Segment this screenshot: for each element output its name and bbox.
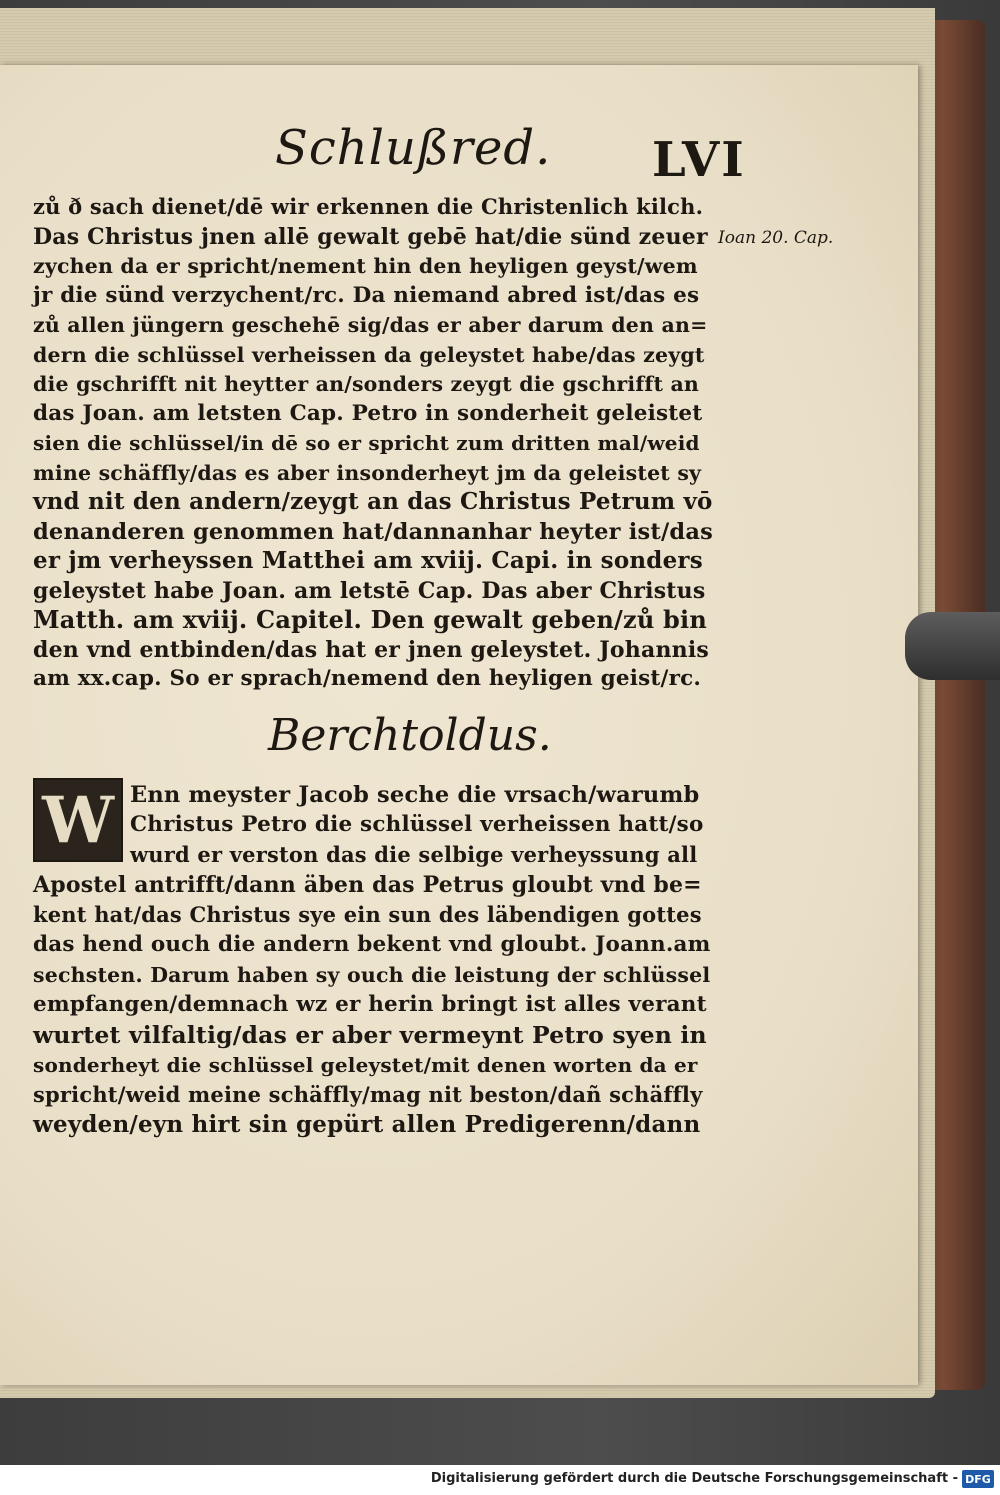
text-line: zů allen jüngern geschehē sig/das er aber darum den an=: [33, 313, 708, 337]
text-line: Christus Petro die schlüssel verheissen hatt/so: [130, 812, 704, 837]
initial-letter: W: [42, 782, 114, 858]
text-line: zů ð sach dienet/dē wir erkennen die Christenlich kilch.: [33, 194, 704, 219]
text-line: dern die schlüssel verheissen da geleystet habe/das zeygt: [33, 342, 705, 367]
text-line: am xx.cap. So er sprach/nemend den heyligen geist/rc.: [33, 666, 702, 691]
text-line: den vnd entbinden/das hat er jnen geleystet. Johannis: [33, 636, 709, 663]
text-line: sonderheyt die schlüssel geleystet/mit denen worten da er: [33, 1053, 698, 1077]
text-line: zychen da er spricht/nement hin den heyligen geyst/wem: [33, 254, 698, 278]
text-line: vnd nit den andern/zeygt an das Christus Petrum vō: [33, 488, 713, 515]
text-line: geleystet habe Joan. am letstē Cap. Das aber Christus: [33, 577, 706, 604]
text-line: wurtet vilfaltig/das er aber vermeynt Petro syen in: [33, 1021, 707, 1049]
dfg-logo: DFG: [962, 1470, 994, 1488]
page-clip: [905, 612, 1000, 680]
text-line: Matth. am xviij. Capitel. Den gewalt geben/zů bin: [33, 605, 707, 634]
decorated-initial: [33, 778, 123, 862]
text-line: das Joan. am letsten Cap. Petro in sonderheit geleistet: [33, 400, 703, 426]
text-line: kent hat/das Christus sye ein sun des läbendigen gottes: [33, 902, 702, 927]
text-line: sechsten. Darum haben sy ouch die leistung der schlüssel: [33, 963, 711, 987]
text-line: Das Christus jnen allē gewalt gebē hat/die sünd zeuer: [33, 223, 708, 250]
text-line: denanderen genommen hat/dannanhar heyter ist/das: [33, 518, 713, 545]
text-line: spricht/weid meine schäffly/mag nit beston/dañ schäffly: [33, 1082, 703, 1107]
text-line: Enn meyster Jacob seche die vrsach/warumb: [130, 782, 700, 808]
section-heading: Berchtoldus.: [268, 710, 552, 761]
text-line: das hend ouch die andern bekent vnd gloubt. Joann.am: [33, 932, 711, 957]
text-line: mine schäffly/das es aber insonderheyt jm da geleistet sy: [33, 460, 702, 485]
text-line: wurd er verston das die selbige verheyssung all: [130, 842, 698, 867]
folio-number: LVI: [652, 132, 746, 188]
footer-bar: [0, 1465, 1000, 1495]
running-title: Schlußred.: [275, 120, 552, 176]
margin-note: Ioan 20. Cap.: [718, 228, 834, 248]
text-line: sien die schlüssel/in dē so er spricht zum dritten mal/weid: [33, 431, 700, 455]
footer-credit: Digitalisierung gefördert durch die Deutsche Forschungsgemeinschaft -: [430, 1471, 958, 1486]
text-line: er jm verheyssen Matthei am xviij. Capi. in sonders: [33, 547, 703, 574]
text-line: Apostel antrifft/dann äben das Petrus gloubt vnd be=: [33, 872, 702, 898]
text-line: die gschrifft nit heytter an/sonders zeygt die gschrifft an: [33, 372, 700, 396]
text-line: weyden/eyn hirt sin gepürt allen Predigerenn/dann: [33, 1111, 701, 1138]
text-line: jr die sünd verzychent/rc. Da niemand abred ist/das es: [33, 282, 700, 308]
text-line: empfangen/demnach wz er herin bringt ist alles verant: [33, 992, 707, 1017]
